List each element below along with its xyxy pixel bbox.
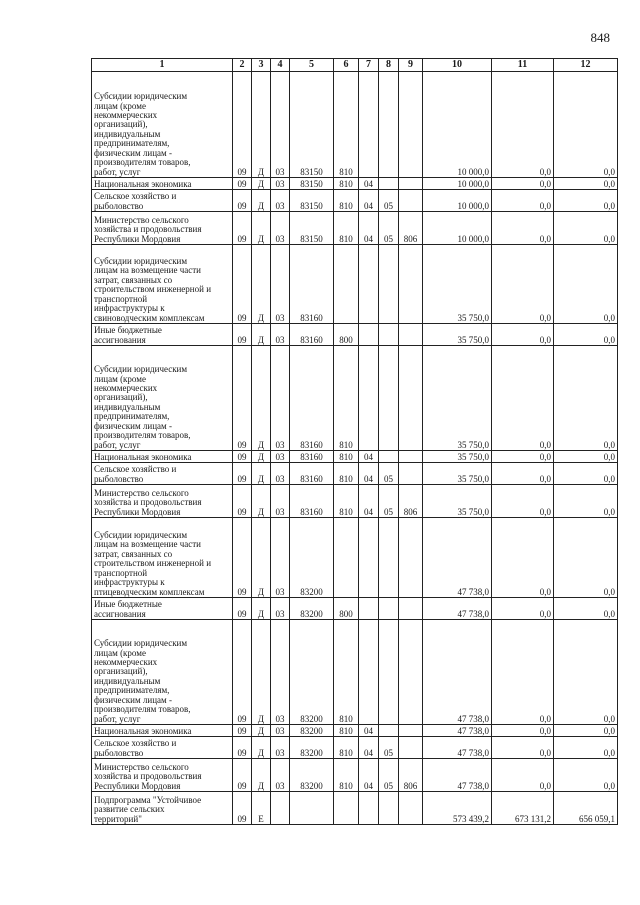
amount-year1-cell: 35 750,0 [423, 245, 492, 324]
row-name-cell: Сельское хозяйство и рыболовство [92, 190, 233, 212]
program-code-cell: Д [252, 518, 271, 598]
row-name-cell: Сельское хозяйство и рыболовство [92, 737, 233, 759]
amount-year1-cell: 47 738,0 [423, 737, 492, 759]
table-row [92, 518, 618, 598]
subsection-code-cell [379, 598, 399, 620]
subprogram-code-cell: 03 [271, 518, 290, 598]
expense-type-cell: 810 [334, 759, 359, 792]
ministry-code-cell: 806 [399, 212, 423, 245]
chapter-code-cell [359, 324, 379, 346]
amount-year1-cell: 10 000,0 [423, 190, 492, 212]
target-article-cell: 83200 [290, 759, 334, 792]
expense-type-cell: 810 [334, 737, 359, 759]
amount-year2-cell: 0,0 [492, 463, 554, 485]
amount-year2-cell: 0,0 [492, 451, 554, 463]
ministry-code-cell [399, 518, 423, 598]
column-header: 6 [334, 59, 359, 72]
amount-year2-cell: 0,0 [492, 212, 554, 245]
ministry-code-cell: 806 [399, 485, 423, 518]
row-name-cell: Национальная экономика [92, 178, 233, 190]
amount-year1-cell: 35 750,0 [423, 451, 492, 463]
amount-year2-cell: 0,0 [492, 178, 554, 190]
table-row [92, 190, 618, 212]
program-code-cell: Д [252, 451, 271, 463]
amount-year3-cell: 0,0 [554, 190, 618, 212]
ministry-code-cell [399, 190, 423, 212]
chapter-code-cell: 04 [359, 485, 379, 518]
ministry-code-cell [399, 72, 423, 178]
subsection-code-cell: 05 [379, 212, 399, 245]
target-article-cell: 83150 [290, 178, 334, 190]
row-name-cell: Субсидии юридическим лицам на возмещение части затрат, связанных со строительством инженерной и транспортной инфраструктуры к свиноводческим комплексам [92, 245, 233, 324]
expense-type-cell: 810 [334, 72, 359, 178]
ministry-code-cell [399, 346, 423, 451]
row-name-cell: Иные бюджетные ассигнования [92, 598, 233, 620]
column-header: 9 [399, 59, 423, 72]
section-code-cell: 09 [233, 725, 252, 737]
subsection-code-cell [379, 178, 399, 190]
chapter-code-cell [359, 245, 379, 324]
expense-type-cell: 810 [334, 725, 359, 737]
amount-year2-cell: 0,0 [492, 737, 554, 759]
target-article-cell: 83150 [290, 212, 334, 245]
target-article-cell [290, 792, 334, 825]
subprogram-code-cell: 03 [271, 463, 290, 485]
amount-year3-cell: 0,0 [554, 463, 618, 485]
row-name-cell: Подпрограмма "Устойчивое развитие сельских территорий" [92, 792, 233, 825]
table-row [92, 212, 618, 245]
amount-year1-cell: 35 750,0 [423, 324, 492, 346]
column-header: 7 [359, 59, 379, 72]
amount-year2-cell: 673 131,2 [492, 792, 554, 825]
expense-type-cell: 810 [334, 451, 359, 463]
section-code-cell: 09 [233, 346, 252, 451]
column-header: 3 [252, 59, 271, 72]
chapter-code-cell [359, 792, 379, 825]
amount-year2-cell: 0,0 [492, 346, 554, 451]
amount-year1-cell: 10 000,0 [423, 178, 492, 190]
amount-year2-cell: 0,0 [492, 518, 554, 598]
program-code-cell: Д [252, 245, 271, 324]
table-row [92, 737, 618, 759]
program-code-cell: Д [252, 598, 271, 620]
section-code-cell: 09 [233, 485, 252, 518]
amount-year1-cell: 47 738,0 [423, 759, 492, 792]
table-row [92, 178, 618, 190]
amount-year1-cell: 47 738,0 [423, 598, 492, 620]
amount-year1-cell: 35 750,0 [423, 485, 492, 518]
amount-year1-cell: 10 000,0 [423, 72, 492, 178]
ministry-code-cell [399, 178, 423, 190]
subsection-code-cell [379, 346, 399, 451]
subsection-code-cell [379, 518, 399, 598]
amount-year3-cell: 0,0 [554, 346, 618, 451]
amount-year1-cell: 573 439,2 [423, 792, 492, 825]
chapter-code-cell [359, 72, 379, 178]
target-article-cell: 83160 [290, 451, 334, 463]
chapter-code-cell [359, 518, 379, 598]
subprogram-code-cell: 03 [271, 178, 290, 190]
program-code-cell: Д [252, 212, 271, 245]
amount-year3-cell: 656 059,1 [554, 792, 618, 825]
ministry-code-cell [399, 792, 423, 825]
target-article-cell: 83200 [290, 598, 334, 620]
row-name-cell: Министерство сельского хозяйства и продовольствия Республики Мордовия [92, 759, 233, 792]
amount-year3-cell: 0,0 [554, 620, 618, 725]
column-header: 11 [492, 59, 554, 72]
program-code-cell: Д [252, 737, 271, 759]
subsection-code-cell: 05 [379, 463, 399, 485]
subsection-code-cell [379, 451, 399, 463]
amount-year1-cell: 35 750,0 [423, 463, 492, 485]
subsection-code-cell: 05 [379, 759, 399, 792]
amount-year2-cell: 0,0 [492, 759, 554, 792]
ministry-code-cell [399, 245, 423, 324]
amount-year2-cell: 0,0 [492, 245, 554, 324]
section-code-cell: 09 [233, 212, 252, 245]
section-code-cell: 09 [233, 178, 252, 190]
subprogram-code-cell: 03 [271, 485, 290, 518]
chapter-code-cell: 04 [359, 759, 379, 792]
table-row [92, 72, 618, 178]
subsection-code-cell [379, 725, 399, 737]
section-code-cell: 09 [233, 463, 252, 485]
program-code-cell: Д [252, 620, 271, 725]
section-code-cell: 09 [233, 598, 252, 620]
program-code-cell: Д [252, 190, 271, 212]
table-row [92, 792, 618, 825]
expense-type-cell [334, 245, 359, 324]
table-row [92, 725, 618, 737]
section-code-cell: 09 [233, 518, 252, 598]
table-row [92, 463, 618, 485]
ministry-code-cell [399, 463, 423, 485]
program-code-cell: Д [252, 725, 271, 737]
program-code-cell: Д [252, 759, 271, 792]
page-number: 848 [590, 30, 610, 45]
chapter-code-cell: 04 [359, 178, 379, 190]
subprogram-code-cell: 03 [271, 725, 290, 737]
amount-year1-cell: 47 738,0 [423, 518, 492, 598]
amount-year2-cell: 0,0 [492, 324, 554, 346]
section-code-cell: 09 [233, 324, 252, 346]
amount-year2-cell: 0,0 [492, 598, 554, 620]
program-code-cell: Д [252, 463, 271, 485]
subsection-code-cell: 05 [379, 737, 399, 759]
row-name-cell: Министерство сельского хозяйства и продовольствия Республики Мордовия [92, 485, 233, 518]
section-code-cell: 09 [233, 792, 252, 825]
table-row [92, 245, 618, 324]
column-header: 8 [379, 59, 399, 72]
chapter-code-cell [359, 346, 379, 451]
table-row [92, 598, 618, 620]
subprogram-code-cell: 03 [271, 72, 290, 178]
section-code-cell: 09 [233, 737, 252, 759]
amount-year2-cell: 0,0 [492, 72, 554, 178]
target-article-cell: 83160 [290, 324, 334, 346]
ministry-code-cell [399, 324, 423, 346]
subsection-code-cell [379, 245, 399, 324]
ministry-code-cell [399, 598, 423, 620]
subsection-code-cell [379, 324, 399, 346]
row-name-cell: Национальная экономика [92, 451, 233, 463]
section-code-cell: 09 [233, 759, 252, 792]
row-name-cell: Сельское хозяйство и рыболовство [92, 463, 233, 485]
subprogram-code-cell: 03 [271, 346, 290, 451]
subsection-code-cell [379, 72, 399, 178]
expense-type-cell [334, 518, 359, 598]
section-code-cell: 09 [233, 245, 252, 324]
chapter-code-cell: 04 [359, 725, 379, 737]
amount-year3-cell: 0,0 [554, 72, 618, 178]
subprogram-code-cell: 03 [271, 324, 290, 346]
subprogram-code-cell [271, 792, 290, 825]
chapter-code-cell [359, 620, 379, 725]
ministry-code-cell [399, 451, 423, 463]
amount-year3-cell: 0,0 [554, 725, 618, 737]
amount-year3-cell: 0,0 [554, 485, 618, 518]
target-article-cell: 83160 [290, 346, 334, 451]
table-row [92, 324, 618, 346]
amount-year3-cell: 0,0 [554, 518, 618, 598]
subprogram-code-cell: 03 [271, 620, 290, 725]
expense-type-cell: 810 [334, 190, 359, 212]
row-name-cell: Национальная экономика [92, 725, 233, 737]
ministry-code-cell [399, 620, 423, 725]
amount-year3-cell: 0,0 [554, 324, 618, 346]
budget-table [91, 58, 618, 825]
row-name-cell: Субсидии юридическим лицам на возмещение части затрат, связанных со строительством инженерной и транспортной инфраструктуры к птицеводческим комплексам [92, 518, 233, 598]
column-header: 4 [271, 59, 290, 72]
subprogram-code-cell: 03 [271, 737, 290, 759]
row-name-cell: Субсидии юридическим лицам (кроме некоммерческих организаций), индивидуальным предпринимателям, физическим лицам - производителям товаров, работ, услуг [92, 72, 233, 178]
expense-type-cell: 800 [334, 598, 359, 620]
table-row [92, 485, 618, 518]
subprogram-code-cell: 03 [271, 451, 290, 463]
column-header: 5 [290, 59, 334, 72]
program-code-cell: Д [252, 72, 271, 178]
amount-year3-cell: 0,0 [554, 598, 618, 620]
expense-type-cell: 810 [334, 620, 359, 725]
chapter-code-cell: 04 [359, 190, 379, 212]
amount-year1-cell: 10 000,0 [423, 212, 492, 245]
table-row [92, 451, 618, 463]
subprogram-code-cell: 03 [271, 190, 290, 212]
ministry-code-cell [399, 725, 423, 737]
table-row [92, 759, 618, 792]
section-code-cell: 09 [233, 620, 252, 725]
amount-year3-cell: 0,0 [554, 737, 618, 759]
ministry-code-cell: 806 [399, 759, 423, 792]
expense-type-cell: 810 [334, 178, 359, 190]
target-article-cell: 83150 [290, 190, 334, 212]
row-name-cell: Иные бюджетные ассигнования [92, 324, 233, 346]
budget-table-body [92, 72, 618, 825]
expense-type-cell: 810 [334, 346, 359, 451]
chapter-code-cell: 04 [359, 737, 379, 759]
chapter-code-cell: 04 [359, 451, 379, 463]
subprogram-code-cell: 03 [271, 245, 290, 324]
expense-type-cell: 810 [334, 463, 359, 485]
subsection-code-cell [379, 792, 399, 825]
section-code-cell: 09 [233, 451, 252, 463]
target-article-cell: 83200 [290, 518, 334, 598]
target-article-cell: 83200 [290, 620, 334, 725]
section-code-cell: 09 [233, 190, 252, 212]
expense-type-cell: 810 [334, 212, 359, 245]
subprogram-code-cell: 03 [271, 759, 290, 792]
subsection-code-cell: 05 [379, 485, 399, 518]
amount-year3-cell: 0,0 [554, 451, 618, 463]
target-article-cell: 83160 [290, 245, 334, 324]
subsection-code-cell: 05 [379, 190, 399, 212]
program-code-cell: Д [252, 485, 271, 518]
table-row [92, 620, 618, 725]
target-article-cell: 83150 [290, 72, 334, 178]
program-code-cell: Д [252, 324, 271, 346]
column-header: 2 [233, 59, 252, 72]
amount-year1-cell: 47 738,0 [423, 620, 492, 725]
chapter-code-cell [359, 598, 379, 620]
program-code-cell: Е [252, 792, 271, 825]
column-header: 1 [92, 59, 233, 72]
table-header-row [92, 59, 618, 72]
amount-year2-cell: 0,0 [492, 190, 554, 212]
amount-year2-cell: 0,0 [492, 620, 554, 725]
expense-type-cell: 800 [334, 324, 359, 346]
amount-year3-cell: 0,0 [554, 178, 618, 190]
amount-year3-cell: 0,0 [554, 212, 618, 245]
row-name-cell: Министерство сельского хозяйства и продовольствия Республики Мордовия [92, 212, 233, 245]
column-header: 10 [423, 59, 492, 72]
amount-year1-cell: 47 738,0 [423, 725, 492, 737]
subsection-code-cell [379, 620, 399, 725]
chapter-code-cell: 04 [359, 463, 379, 485]
amount-year3-cell: 0,0 [554, 759, 618, 792]
table-row [92, 346, 618, 451]
subprogram-code-cell: 03 [271, 212, 290, 245]
expense-type-cell: 810 [334, 485, 359, 518]
amount-year1-cell: 35 750,0 [423, 346, 492, 451]
amount-year2-cell: 0,0 [492, 725, 554, 737]
row-name-cell: Субсидии юридическим лицам (кроме некоммерческих организаций), индивидуальным предпринимателям, физическим лицам - производителям товаров, работ, услуг [92, 620, 233, 725]
target-article-cell: 83200 [290, 725, 334, 737]
section-code-cell: 09 [233, 72, 252, 178]
target-article-cell: 83200 [290, 737, 334, 759]
amount-year2-cell: 0,0 [492, 485, 554, 518]
target-article-cell: 83160 [290, 463, 334, 485]
ministry-code-cell [399, 737, 423, 759]
column-header: 12 [554, 59, 618, 72]
row-name-cell: Субсидии юридическим лицам (кроме некоммерческих организаций), индивидуальным предпринимателям, физическим лицам - производителям товаров, работ, услуг [92, 346, 233, 451]
program-code-cell: Д [252, 346, 271, 451]
amount-year3-cell: 0,0 [554, 245, 618, 324]
program-code-cell: Д [252, 178, 271, 190]
expense-type-cell [334, 792, 359, 825]
chapter-code-cell: 04 [359, 212, 379, 245]
subprogram-code-cell: 03 [271, 598, 290, 620]
target-article-cell: 83160 [290, 485, 334, 518]
